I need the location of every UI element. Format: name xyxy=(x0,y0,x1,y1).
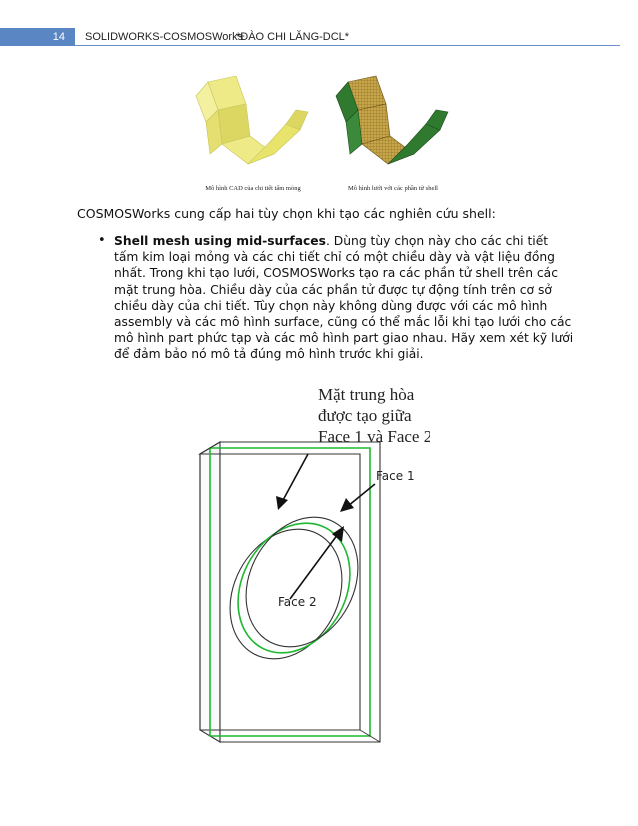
annotation-line-1: Mặt trung hòa xyxy=(318,385,415,404)
annotation-line-2: được tạo giữa xyxy=(318,406,412,425)
bullet-body: . Dùng tùy chọn này cho các chi tiết tấm kim loại mỏng và các chi tiết chỉ có một chiều dày và vật liệu đồng nhất. Trong khi tạo lưới, COSMOSWorks tạo ra các phần tử shell trên các mặt trung hòa. Chiều dày của các phần tử được tự động tính trên cơ sở chiều dày của chi tiết. Tùy chọn này không dùng được với các mô hình assembly và các mô hình surface, cũng có thể mắc lỗi khi tạo lưới cho các mô hình part phức tạp và các mô hình part giao nhau. Hãy xem xét kỹ lưới để đảm bảo nó mô tả đúng mô hình trước khi giải. xyxy=(114,234,574,362)
bullet-bold-term: Shell mesh using mid-surfaces xyxy=(114,234,326,248)
annotation-line-3: Face 1 và Face 2 xyxy=(318,427,430,446)
midsurface-diagram xyxy=(190,384,430,744)
page-number: 14 xyxy=(0,28,75,46)
figure-shell-models xyxy=(188,74,458,192)
figure-midsurface xyxy=(190,384,430,744)
mesh-model-caption: Mô hình lưới với các phần tử shell xyxy=(348,185,438,192)
face1-label: Face 1 xyxy=(376,469,415,483)
header-author: *ĐÀO CHI LĂNG-DCL* xyxy=(236,31,350,43)
cad-model-caption: Mô hình CAD của chi tiết tấm mỏng xyxy=(205,185,301,192)
cad-model-image xyxy=(188,74,318,178)
cad-model-panel xyxy=(188,74,318,192)
header-rule xyxy=(75,45,620,46)
bullet-dot: • xyxy=(98,233,106,248)
mesh-model-image xyxy=(328,74,458,178)
intro-text: COSMOSWorks cung cấp hai tùy chọn khi tạo các nghiên cứu shell: xyxy=(77,206,496,221)
bullet-paragraph xyxy=(114,233,576,363)
page-header xyxy=(0,28,638,46)
mesh-model-panel xyxy=(328,74,458,192)
face2-label: Face 2 xyxy=(278,595,317,609)
header-title: SOLIDWORKS-COSMOSWorks xyxy=(85,31,244,43)
